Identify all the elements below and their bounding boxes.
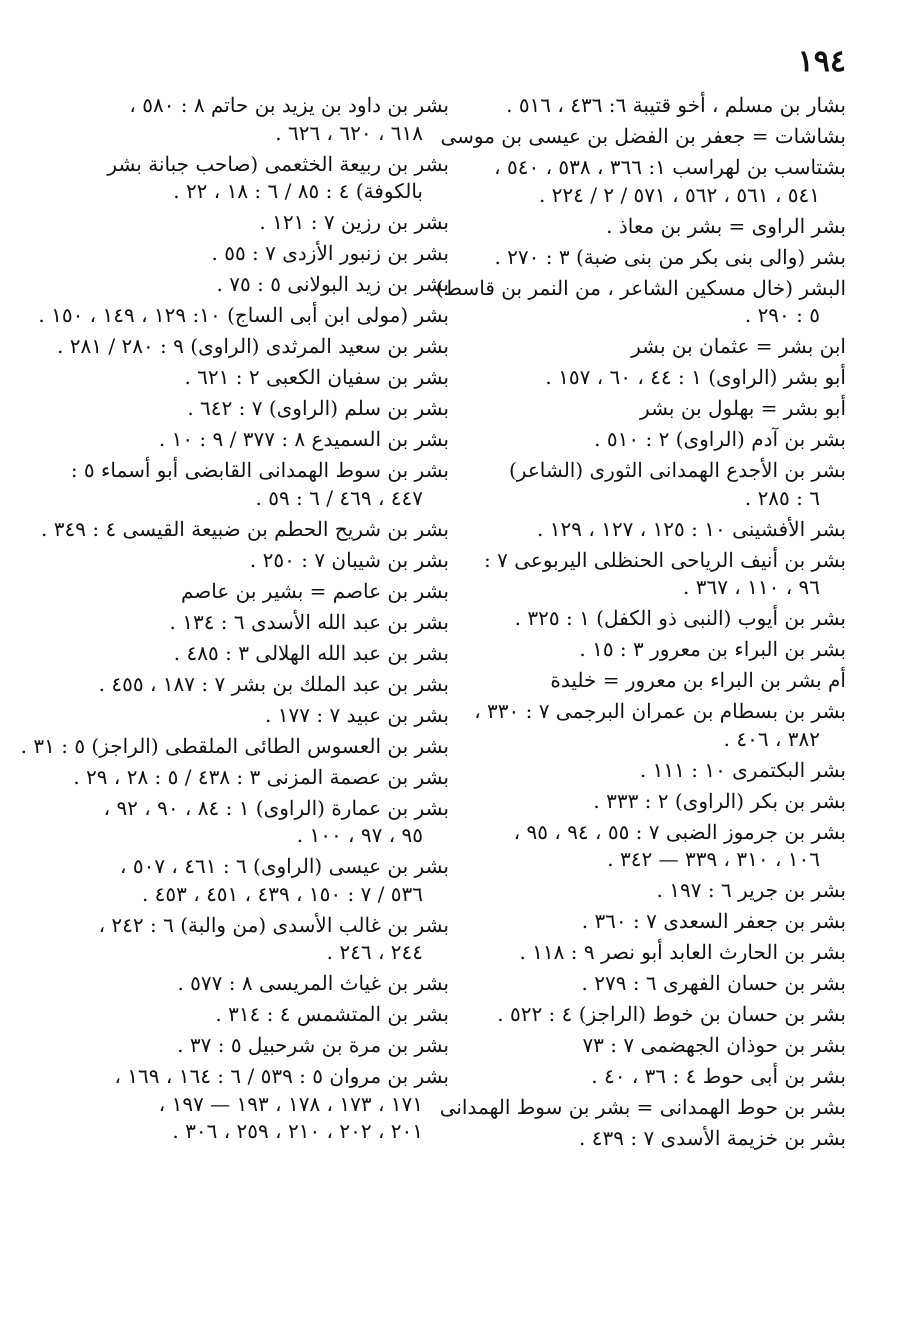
index-entry bbox=[474, 457, 846, 512]
index-entry bbox=[474, 636, 846, 664]
entry-line: بشر بن عبيد ٧ : ١٧٧ . bbox=[265, 702, 449, 727]
entry-line: بشر (مولى ابن أبى الساج) ١٠: ١٢٩ ، ١٤٩ ، ١٥٠ . bbox=[38, 303, 449, 327]
entry-line: بشر بن سلم (الراوى) ٧ : ٦٤٢ . bbox=[187, 396, 449, 420]
entry-continuation-line: ٦١٨ ، ٦٢٠ ، ٦٢٦ . bbox=[275, 120, 423, 145]
entry-line: بشر بن زنبور الأزدى ٧ : ٥٥ . bbox=[211, 241, 449, 265]
entry-line: بشر بن حسان الفهرى ٦ : ٢٧٩ . bbox=[581, 971, 846, 995]
entry-continuation-line: ٥٣٦ / ٧ : ١٥٠ ، ٤٣٩ ، ٤٥١ ، ٤٥٣ . bbox=[141, 881, 423, 906]
entry-line: بشر بن زيد البولانى ٥ : ٧٥ . bbox=[216, 272, 449, 296]
entry-line: بشر بن أبى حوط ٤ : ٣٦ ، ٤٠ . bbox=[591, 1064, 846, 1088]
entry-line: بشر بن غالب الأسدى (من والبة) ٦ : ٢٤٢ ، bbox=[98, 912, 449, 937]
entry-line: بشاشات = جعفر بن الفضل بن عيسى بن موسى bbox=[440, 124, 846, 148]
entry-line: بشر بن آدم (الراوى) ٢ : ٥١٠ . bbox=[594, 427, 846, 451]
entry-continuation-line: ٩٥ ، ٩٧ ، ١٠٠ . bbox=[296, 823, 423, 847]
entry-line: بشر بن مروان ٥ : ٥٣٩ / ٦ : ١٦٤ ، ١٦٩ ، bbox=[114, 1064, 449, 1088]
entry-line: أم بشر بن البراء بن معرور = خليدة bbox=[550, 668, 846, 692]
entry-line: بشر بن العسوس الطائى الملقطى (الراجز) ٥ : ٣١ . bbox=[20, 733, 449, 758]
entry-line: بشر الراوى = بشر بن معاذ . bbox=[606, 213, 846, 238]
index-entry bbox=[474, 516, 846, 544]
index-entry bbox=[71, 209, 449, 237]
entry-line: بشر بن سفيان الكعبى ٢ : ٦٢١ . bbox=[184, 365, 449, 389]
entry-line: بشر بن جعفر السعدى ٧ : ٣٦٠ . bbox=[581, 909, 846, 933]
entry-line: بشر بن عصمة المزنى ٣ : ٤٣٨ / ٥ : ٢٨ ، ٢٩ . bbox=[73, 764, 449, 789]
index-entry bbox=[38, 302, 449, 330]
entry-continuation-line: بالكوفة) ٤ : ٨٥ / ٦ : ١٨ ، ٢٢ . bbox=[173, 179, 423, 203]
index-entry bbox=[71, 640, 449, 668]
entry-line: بشر (والى بنى بكر من بنى ضبة) ٣ : ٢٧٠ . bbox=[494, 244, 846, 269]
index-entry bbox=[71, 547, 449, 575]
index-entry bbox=[71, 609, 449, 637]
entry-continuation-line: ٥ : ٢٩٠ . bbox=[744, 303, 820, 327]
index-entry bbox=[71, 240, 449, 268]
entry-line: بشر بن رزين ٧ : ١٢١ . bbox=[259, 210, 449, 234]
entry-line: بشر بن حوذان الجهضمى ٧ : ٧٣ bbox=[582, 1033, 846, 1057]
entry-line: بشر بن عبد الملك بن بشر ٧ : ١٨٧ ، ٤٥٥ . bbox=[98, 671, 449, 696]
entry-line: بشتاسب بن لهراسب ١: ٣٦٦ ، ٥٣٨ ، ٥٤٠ ، bbox=[494, 155, 846, 179]
index-entry bbox=[474, 757, 846, 785]
entry-continuation-line: ٢٠١ ، ٢٠٢ ، ٢١٠ ، ٢٥٩ ، ٣٠٦ . bbox=[172, 1119, 423, 1143]
entry-continuation-line: ٢٤٤ ، ٢٤٦ . bbox=[326, 940, 423, 964]
index-entry bbox=[474, 1063, 846, 1091]
index-entry bbox=[57, 333, 449, 361]
index-entry bbox=[474, 244, 846, 272]
index-entry bbox=[71, 970, 449, 998]
index-entry bbox=[474, 154, 846, 209]
entry-line: بشر الأفشينى ١٠ : ١٢٥ ، ١٢٧ ، ١٢٩ . bbox=[537, 516, 846, 541]
entry-line: بشر بن عاصم = بشير بن عاصم bbox=[180, 578, 449, 603]
entry-line: بشر بن بسطام بن عمران البرجمى ٧ : ٣٣٠ ، bbox=[474, 699, 846, 723]
index-entry bbox=[71, 457, 449, 512]
entry-line: بشر بن الأجدع الهمدانى الثورى (الشاعر) bbox=[509, 458, 846, 482]
index-entry bbox=[474, 426, 846, 454]
entry-line: بشر بن جرير ٦ : ١٩٧ . bbox=[656, 878, 846, 902]
index-entry bbox=[474, 1032, 846, 1060]
entry-line: بشر بن أنيف الرياحى الحنظلى اليربوعى ٧ : bbox=[484, 547, 846, 572]
index-entry bbox=[474, 908, 846, 936]
index-entry bbox=[474, 970, 846, 998]
entry-line: البشر (خال مسكين الشاعر ، من النمر بن قاسط) bbox=[435, 275, 846, 300]
entry-line: بشر بن شريح الحطم بن ضبيعة القيسى ٤ : ٣٤٩ . bbox=[41, 516, 449, 541]
index-entry bbox=[474, 1001, 846, 1029]
index-entry bbox=[71, 1063, 449, 1146]
entry-line: بشر بن أيوب (النبى ذو الكفل) ١ : ٣٢٥ . bbox=[514, 606, 846, 630]
index-entry bbox=[474, 788, 846, 816]
entry-line: بشر بن عيسى (الراوى) ٦ : ٤٦١ ، ٥٠٧ ، bbox=[120, 854, 449, 878]
index-entry bbox=[474, 877, 846, 905]
entry-continuation-line: ٣٨٢ ، ٤٠٦ . bbox=[723, 726, 820, 751]
entry-line: بشر بن عمارة (الراوى) ١ : ٨٤ ، ٩٠ ، ٩٢ ، bbox=[103, 795, 449, 820]
entry-line: بشر بن مرة بن شرحبيل ٥ : ٣٧ . bbox=[177, 1033, 449, 1057]
index-entry bbox=[435, 275, 846, 330]
index-entry bbox=[474, 605, 846, 633]
entry-line: بشر بن الحارث العابد أبو نصر ٩ : ١١٨ . bbox=[519, 940, 846, 964]
index-entry bbox=[474, 1125, 846, 1153]
index-entry bbox=[474, 698, 846, 753]
entry-line: بشر بن سوط الهمدانى القابضى أبو أسماء ٥ : bbox=[70, 458, 449, 482]
entry-line: أبو بشر = بهلول بن بشر bbox=[640, 396, 846, 420]
index-entry bbox=[71, 578, 449, 606]
index-entry bbox=[474, 939, 846, 967]
index-entry bbox=[474, 547, 846, 602]
entry-line: بشر بن غياث المريسى ٨ : ٥٧٧ . bbox=[177, 971, 449, 995]
entry-line: بشر البكتمرى ١٠ : ١١١ . bbox=[639, 757, 846, 782]
index-entry bbox=[474, 92, 846, 120]
index-entry bbox=[71, 764, 449, 792]
entry-line: بشر بن ربيعة الخثعمى (صاحب جبانة بشر bbox=[107, 151, 449, 176]
index-entry bbox=[71, 364, 449, 392]
index-entry bbox=[474, 667, 846, 695]
entry-line: بشر بن بكر (الراوى) ٢ : ٣٣٣ . bbox=[593, 788, 846, 813]
index-entry bbox=[71, 795, 449, 850]
entry-continuation-line: ٦ : ٢٨٥ . bbox=[744, 485, 820, 510]
left-column bbox=[20, 92, 449, 1149]
entry-continuation-line: ٥٤١ ، ٥٦١ ، ٥٦٢ ، ٥٧١ / ٢ / ٢٢٤ . bbox=[538, 182, 820, 207]
index-entry bbox=[71, 912, 449, 967]
index-entry bbox=[71, 1032, 449, 1060]
index-entry bbox=[474, 213, 846, 241]
index-entry bbox=[71, 395, 449, 423]
index-entry bbox=[20, 733, 449, 761]
entry-line: بشار بن مسلم ، أخو قتيبة ٦: ٤٣٦ ، ٥١٦ . bbox=[506, 93, 846, 117]
entry-line: بشر بن عبد الله الأسدى ٦ : ١٣٤ . bbox=[169, 609, 449, 634]
index-entry bbox=[474, 333, 846, 361]
entry-line: بشر بن البراء بن معرور ٣ : ١٥ . bbox=[579, 637, 846, 661]
entry-line: بشر بن السميدع ٨ : ٣٧٧ / ٩ : ١٠ . bbox=[158, 427, 449, 451]
entry-continuation-line: ٩٦ ، ١١٠ ، ٣٦٧ . bbox=[682, 575, 820, 599]
entry-line: بشر بن عبد الله الهلالى ٣ : ٤٨٥ . bbox=[173, 640, 449, 665]
page-number: ١٩٤ bbox=[797, 44, 846, 79]
index-entry bbox=[439, 1094, 846, 1122]
index-entry bbox=[71, 671, 449, 699]
entry-line: بشر بن خزيمة الأسدى ٧ : ٤٣٩ . bbox=[579, 1126, 846, 1150]
entry-line: أبو بشر (الراوى) ١ : ٤٤ ، ٦٠ ، ١٥٧ . bbox=[545, 365, 846, 389]
entry-line: ابن بشر = عثمان بن بشر bbox=[631, 334, 846, 358]
right-column bbox=[435, 92, 846, 1156]
entry-line: بشر بن حوط الهمدانى = بشر بن سوط الهمدانى bbox=[439, 1095, 846, 1119]
index-entry bbox=[71, 853, 449, 908]
entry-continuation-line: ١٧١ ، ١٧٣ ، ١٧٨ ، ١٩٣ — ١٩٧ ، bbox=[158, 1091, 423, 1116]
entry-line: بشر بن داود بن يزيد بن حاتم ٨ : ٥٨٠ ، bbox=[129, 93, 449, 117]
entry-line: بشر بن جرموز الضبى ٧ : ٥٥ ، ٩٤ ، ٩٥ ، bbox=[513, 819, 846, 844]
entry-line: بشر بن سعيد المرثدى (الراوى) ٩ : ٢٨٠ / ٢٨١ . bbox=[57, 334, 449, 358]
index-entry bbox=[474, 395, 846, 423]
index-entry bbox=[440, 123, 846, 151]
index-entry bbox=[71, 426, 449, 454]
entry-line: بشر بن المتشمس ٤ : ٣١٤ . bbox=[215, 1002, 449, 1026]
entry-continuation-line: ٤٤٧ ، ٤٦٩ / ٦ : ٥٩ . bbox=[255, 485, 423, 510]
index-entry bbox=[71, 1001, 449, 1029]
entry-line: بشر بن حسان بن خوط (الراجز) ٤ : ٥٢٢ . bbox=[497, 1002, 846, 1026]
index-entry bbox=[71, 702, 449, 730]
entry-continuation-line: ١٠٦ ، ٣١٠ ، ٣٣٩ — ٣٤٢ . bbox=[607, 847, 820, 871]
index-entry bbox=[474, 819, 846, 874]
index-entry bbox=[71, 151, 449, 206]
index-entry bbox=[474, 364, 846, 392]
index-entry bbox=[71, 271, 449, 299]
entry-line: بشر بن شيبان ٧ : ٢٥٠ . bbox=[249, 547, 449, 572]
index-entry bbox=[71, 92, 449, 147]
index-entry bbox=[41, 516, 449, 544]
